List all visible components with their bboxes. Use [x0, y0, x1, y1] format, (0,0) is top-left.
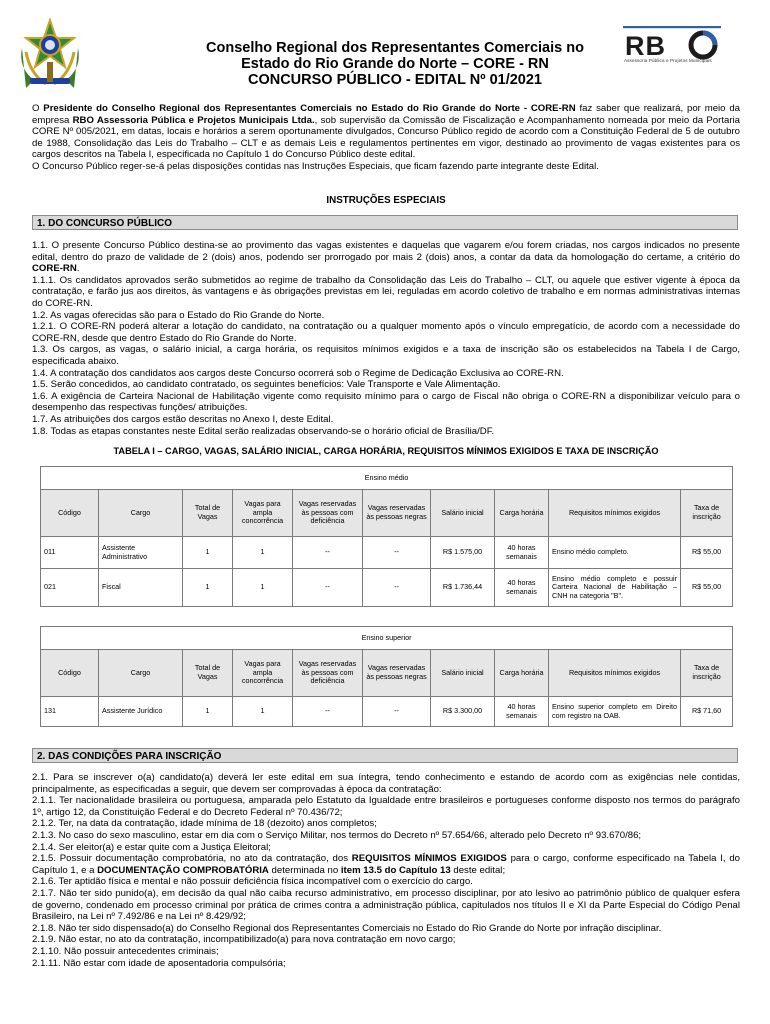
cell-cargo: Fiscal — [99, 569, 183, 607]
item-2-1-9: 2.1.9. Não estar, no ato da contratação, incompatibilizado(a) para nova contratação em novo cargo; — [32, 934, 456, 946]
item-2-1-4: 2.1.4. Ser eleitor(a) e estar quite com a Justiça Eleitoral; — [32, 841, 271, 853]
item-2-1: 2.1. Para se inscrever o(a) candidato(a) deverá ler este edital em sua íntegra, tendo conhecimento e estando de acordo com as exigências nele contidas, principalmente, as especificadas a seguir, que devem ser comprovadas à época da contratação: — [32, 772, 740, 795]
item-text: determinada no — [268, 864, 341, 876]
col-header-cargo: Cargo — [99, 490, 183, 537]
item-2-1-3: 2.1.3. No caso do sexo masculino, estar em dia com o Serviço Militar, nos termos do Decreto nº 57.654/66, alterado pelo Decreto nº 93.670/86; — [32, 829, 642, 841]
intro-text: faz saber que realizará, por meio da empresa — [32, 103, 740, 126]
col-header-negras: Vagas reservadas às pessoas negras — [363, 490, 431, 537]
band-label: Ensino médio — [41, 467, 733, 490]
intro-bold-president: Presidente do Conselho Regional dos Representantes Comerciais no Estado do Rio Grande do Norte - CORE-RN — [43, 103, 576, 114]
section-1-body — [32, 240, 740, 437]
col-header-requisitos: Requisitos mínimos exigidos — [549, 490, 681, 537]
table-row — [41, 697, 733, 727]
table-1-title: TABELA I – CARGO, VAGAS, SALÁRIO INICIAL, CARGA HORÁRIA, REQUISITOS MÍNIMOS EXIGIDOS E TAXA DE INSCRIÇÃO — [113, 446, 659, 456]
intro — [32, 103, 740, 173]
item-2-1-10: 2.1.10. Não possuir antecedentes criminais; — [32, 945, 219, 957]
intro-paragraph — [32, 103, 740, 161]
band-label: Ensino superior — [41, 627, 733, 650]
cell-carga: 40 horas semanais — [495, 697, 549, 727]
item-2-1-5 — [32, 853, 740, 876]
table-row — [41, 569, 733, 607]
col-header-salario: Salário inicial — [431, 650, 495, 697]
cell-taxa: R$ 55,00 — [681, 569, 733, 607]
item-1-1 — [32, 240, 740, 275]
col-header-total: Total de Vagas — [183, 490, 233, 537]
item-1-8: 1.8. Todas as etapas constantes neste Edital serão realizadas observando-se o horário oficial de Brasília/DF. — [32, 425, 495, 437]
title-line-2: Estado do Rio Grande do Norte – CORE - RN — [241, 56, 549, 72]
col-header-carga: Carga horária — [495, 650, 549, 697]
item-2-1-1: 2.1.1. Ter nacionalidade brasileira ou portuguesa, amparada pelo Estatuto da Igualdade entre brasileiros e portugueses conforme disposto nos termos do parágrafo 1º, artigo 12, da Constituição Federal e do Decreto Federal nº 70.436/72; — [32, 795, 740, 818]
cell-cargo: Assistente Jurídico — [99, 697, 183, 727]
cell-pcd: -- — [293, 569, 363, 607]
item-2-1-11: 2.1.11. Não estar com idade de aposentadoria compulsória; — [32, 957, 286, 969]
cell-requisitos: Ensino médio completo e possuir Carteira Nacional de Habilitação – CNH na categoria "B". — [549, 569, 681, 607]
cell-total: 1 — [183, 537, 233, 569]
cell-codigo: 021 — [41, 569, 99, 607]
col-header-taxa: Taxa de inscrição — [681, 490, 733, 537]
cell-requisitos: Ensino médio completo. — [549, 537, 681, 569]
cell-taxa: R$ 55,00 — [681, 537, 733, 569]
cell-codigo: 011 — [41, 537, 99, 569]
cell-ampla: 1 — [233, 569, 293, 607]
cell-total: 1 — [183, 569, 233, 607]
col-header-ampla: Vagas para ampla concorrência — [233, 650, 293, 697]
item-1-2: 1.2. As vagas oferecidas são para o Estado do Rio Grande do Norte. — [32, 309, 325, 321]
item-2-1-6: 2.1.6. Ter aptidão física e mental e não possuir deficiência física incompatível com o exercício do cargo. — [32, 876, 473, 888]
cell-negras: -- — [363, 537, 431, 569]
item-text: deste edital; — [450, 864, 506, 876]
cell-pcd: -- — [293, 697, 363, 727]
item-text: . — [76, 263, 80, 275]
cell-codigo: 131 — [41, 697, 99, 727]
item-1-4: 1.4. A contratação dos candidatos aos cargos deste Concurso ocorrerá sob o Regime de Dedicação Exclusiva ao CORE-RN. — [32, 367, 564, 379]
col-header-cargo: Cargo — [99, 650, 183, 697]
col-header-salario: Salário inicial — [431, 490, 495, 537]
section-2-body — [32, 772, 740, 969]
section-1-title: 1. DO CONCURSO PÚBLICO — [32, 215, 738, 230]
title-line-3: CONCURSO PÚBLICO - EDITAL Nº 01/2021 — [247, 72, 542, 88]
col-header-codigo: Código — [41, 490, 99, 537]
table-ensino-medio — [40, 466, 733, 607]
item-1-6: 1.6. A exigência de Carteira Nacional de Habilitação vigente como requisito mínimo para o cargo de Fiscal não obriga o CORE-RN a disponibilizar veículo para o desempenho das respectivas funções/ atribuições. — [32, 390, 740, 414]
item-text: 2.1.5. Possuir documentação comprobatória, no ato da contratação, dos — [32, 853, 352, 865]
brazil-coat-of-arms-icon — [16, 18, 84, 92]
svg-text:RB: RB — [625, 31, 666, 61]
instructions-heading: INSTRUÇÕES ESPECIAIS — [326, 195, 446, 206]
col-header-requisitos: Requisitos mínimos exigidos — [549, 650, 681, 697]
intro-text: O — [32, 103, 44, 114]
item-1-3: 1.3. Os cargos, as vagas, o salário inicial, a carga horária, os requisitos mínimos exigidos e a taxa de inscrição são os estabelecidos na Tabela I de Cargo, especificada abaixo. — [32, 344, 740, 367]
intro-text: , sob supervisão da Comissão de Fiscalização e Acompanhamento nomeada por meio da Portaria CORE Nº 005/2021, em datas, locais e horários a serem oportunamente divulgados, Concurso Público regido de acordo com a Constituição Federal de 5 de outubro de 1988, Consolidação das Leis do Trabalho – CLT e as demais Leis e regulamentos pertinentes em vigor, destinado ao provimento de vagas existentes para os cargos descritos na Tabela I, especificada no Capítulo 1 do Concurso Público deste edital. — [32, 114, 740, 161]
item-1-1-1: 1.1.1. Os candidatos aprovados serão submetidos ao regime de trabalho da Consolidação das Leis do Trabalho – CLT, ou aquele que estiver vigente à época da contratação, e farão jus aos direitos, às vantagens e às obrigações previstas em lei, reguladas em acordo coletivo de trabalho e em normas administrativas internas do CORE-RN. — [32, 274, 740, 309]
item-1-5: 1.5. Serão concedidos, ao candidato contratado, os seguintes benefícios: Vale Transporte e Vale Alimentação. — [32, 379, 501, 391]
cell-ampla: 1 — [233, 537, 293, 569]
col-header-pcd: Vagas reservadas às pessoas com deficiência — [293, 650, 363, 697]
item-bold: REQUISITOS MÍNIMOS EXIGIDOS — [351, 853, 507, 865]
cell-negras: -- — [363, 697, 431, 727]
cell-pcd: -- — [293, 537, 363, 569]
cell-ampla: 1 — [233, 697, 293, 727]
cell-negras: -- — [363, 569, 431, 607]
col-header-pcd: Vagas reservadas às pessoas com deficiência — [293, 490, 363, 537]
cell-salario: R$ 3.300,00 — [431, 697, 495, 727]
item-bold: item 13.5 do Capítulo 13 — [340, 864, 451, 876]
cell-carga: 40 horas semanais — [495, 537, 549, 569]
cell-total: 1 — [183, 697, 233, 727]
item-text: 1.1. O presente Concurso Público destina-se ao provimento das vagas existentes e daquelas que vagarem e/ou forem criadas, nos cargos indicados no presente edital, dentro do prazo de validade de 2 (dois) anos, podendo ser prorrogado por mais 2 (dois) anos, a contar da data da homologação do certame, a critério do — [32, 240, 740, 263]
item-text: para o cargo, conforme especificado na Tabela I, do Capítulo 1, e a — [32, 853, 740, 876]
table-row — [41, 537, 733, 569]
title-line-1: Conselho Regional dos Representantes Comerciais no — [206, 40, 584, 56]
cell-requisitos: Ensino superior completo em Direito com registro na OAB. — [549, 697, 681, 727]
intro-bold-company: RBO Assessoria Pública e Projetos Municipais Ltda. — [72, 114, 315, 126]
col-header-codigo: Código — [41, 650, 99, 697]
col-header-total: Total de Vagas — [183, 650, 233, 697]
item-1-2-1: 1.2.1. O CORE-RN poderá alterar a lotação do candidato, na contratação ou a qualquer momento após o vínculo empregatício, de acordo com a necessidade do CORE-RN, desde que dentro Estado do Rio Grande do Norte. — [32, 321, 740, 344]
cell-taxa: R$ 71,60 — [681, 697, 733, 727]
logo-subtitle: Assessoria Pública e Projetos Municipais — [624, 58, 712, 63]
item-bold: DOCUMENTAÇÃO COMPROBATÓRIA — [97, 864, 269, 876]
col-header-taxa: Taxa de inscrição — [681, 650, 733, 697]
item-2-1-2: 2.1.2. Ter, na data da contratação, idade mínima de 18 (dezoito) anos completos; — [32, 818, 377, 830]
table-ensino-superior — [40, 626, 733, 727]
document-title — [150, 40, 640, 88]
col-header-negras: Vagas reservadas às pessoas negras — [363, 650, 431, 697]
item-bold: CORE-RN — [32, 263, 77, 275]
col-header-ampla: Vagas para ampla concorrência — [233, 490, 293, 537]
intro-paragraph-2: O Concurso Público reger-se-á pelas disposições contidas nas Instruções Especiais, que ficam fazendo parte integrante deste Edital. — [32, 160, 599, 172]
item-2-1-7: 2.1.7. Não ter sido punido(a), em decisão da qual não caiba recurso administrativo, em processo disciplinar, por ato lesivo ao patrimônio público de qualquer esfera de governo, condenado em processo criminal por prática de crimes contra a administração pública, capitulados nos títulos II e XI da Parte Especial do Código Penal Brasileiro, na Lei nº 7.492/86 e na Lei nº 8.429/92; — [32, 887, 740, 923]
cell-salario: R$ 1.575,00 — [431, 537, 495, 569]
section-2-title: 2. DAS CONDIÇÕES PARA INSCRIÇÃO — [32, 748, 738, 763]
cell-carga: 40 horas semanais — [495, 569, 549, 607]
item-2-1-8: 2.1.8. Não ter sido dispensado(a) do Conselho Regional dos Representantes Comerciais no Estado do Rio Grande do Norte por infração disciplinar. — [32, 922, 662, 934]
cell-cargo: Assistente Administrativo — [99, 537, 183, 569]
item-1-7: 1.7. As atribuições dos cargos estão descritas no Anexo I, deste Edital. — [32, 413, 334, 425]
col-header-carga: Carga horária — [495, 490, 549, 537]
cell-salario: R$ 1.736,44 — [431, 569, 495, 607]
